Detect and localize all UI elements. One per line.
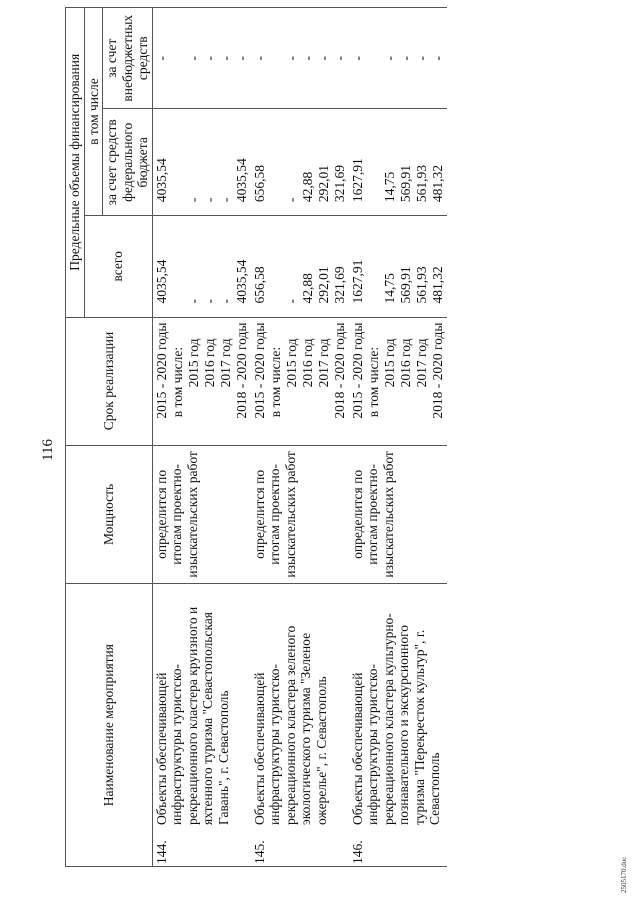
total-value: 656,58 [251,266,267,304]
term-line: 2016 год [299,338,315,388]
federal-value: 42,88 [299,171,315,203]
federal-value: - [201,197,217,203]
term-line: 2015 - 2020 годы [251,322,267,419]
extra-value: - [315,55,331,61]
extra-value: - [201,55,217,61]
extra-value: - [217,55,233,61]
row-name-cell [251,584,349,867]
federal-value: - [283,197,299,203]
row-term-cell [349,317,447,445]
table-row [349,8,447,867]
row-name: Объекты обеспечивающей инфраструктуры туристско-рекреационного кластера зеленого экологического туризма "Зеленое ожерелье", г. Севастополь [251,625,329,825]
federal-value: 4035,54 [153,158,169,203]
header-total: всего [84,216,152,317]
row-capacity: определится по итогам проектно-изыскательских работ [153,451,200,578]
row-extra-cell [251,8,349,109]
total-value: 292,01 [315,266,331,304]
header-name: Наименование мероприятия [66,584,153,867]
term-line: 2018 - 2020 годы [233,322,249,419]
total-value: - [217,299,233,304]
extra-value: - [429,55,445,61]
extra-value: - [185,55,201,61]
total-value: - [201,299,217,304]
term-line: 2015 - 2020 годы [153,322,169,419]
federal-value: 14,75 [381,171,397,203]
extra-value: - [233,55,249,61]
header-capacity: Мощность [66,445,153,584]
federal-value: 1627,91 [349,158,365,203]
extra-value [268,11,284,105]
header-including: в том числе [84,8,103,216]
header-federal: за счет средств федерального бюджета [103,109,153,216]
term-line: 2016 год [201,338,217,388]
extra-value: - [397,55,413,61]
federal-value: 569,91 [397,165,413,203]
table-body [152,8,447,867]
row-federal-cell [349,109,447,216]
term-line: 2015 - 2020 годы [349,322,365,419]
extra-value: - [283,55,299,61]
funding-table [65,7,447,867]
row-federal-cell [251,109,349,216]
federal-value [366,112,382,212]
row-term-cell [152,317,251,445]
extra-value [366,11,382,105]
extra-value [170,11,186,105]
row-extra-cell [152,8,251,109]
term-line: 2015 год [381,338,397,388]
federal-value: - [217,197,233,203]
header-extra: за счет внебюджетных средств [103,8,153,109]
federal-value: 292,01 [315,165,331,203]
row-capacity: определится по итогам проектно-изыскательских работ [251,451,298,578]
extra-value: - [331,55,347,61]
row-name: Объекты обеспечивающей инфраструктуры туристско-рекреационного кластера культурно-познавательного и экскурсионного туризма "Перекресток культур", г. Севастополь [349,613,443,825]
extra-value: - [349,55,365,61]
row-number: 145. [251,840,267,864]
row-total-cell [251,216,349,317]
term-line: 2015 год [283,338,299,388]
total-value: - [283,299,299,304]
term-line: 2016 год [397,338,413,388]
row-name-cell [349,584,447,867]
total-value: 4035,54 [233,259,249,304]
total-value: - [185,299,201,304]
term-line: в том числе: [169,346,185,418]
total-value: 569,91 [397,266,413,304]
row-capacity-cell [349,445,447,584]
term-line: 2017 год [413,338,429,388]
total-value [366,219,382,313]
file-name: 2505170.doc [620,856,628,893]
row-term-cell [251,317,349,445]
federal-value: - [185,197,201,203]
page-number: 116 [40,439,56,461]
extra-value: - [299,55,315,61]
row-federal-cell [152,109,251,216]
extra-value: - [251,55,267,61]
total-value: 321,69 [331,266,347,304]
row-capacity-cell [251,445,349,584]
row-total-cell [152,216,251,317]
table-row [251,8,349,867]
row-name: Объекты обеспечивающей инфраструктуры туристско-рекреационного кластера круизного и яхтенного туризма "Севастопольская Гавань", г. Севастополь [153,606,231,825]
federal-value: 4035,54 [233,158,249,203]
federal-value: 561,93 [413,165,429,203]
header-term: Срок реализации [66,317,153,445]
extra-value: - [381,55,397,61]
term-line: 2017 год [315,338,331,388]
extra-value: - [153,55,169,61]
federal-value: 656,58 [251,165,267,203]
total-value: 561,93 [413,266,429,304]
table-row [152,8,251,867]
term-line: 2018 - 2020 годы [331,322,347,419]
term-line: в том числе: [267,346,283,418]
federal-value [268,112,284,212]
row-capacity: определится по итогам проектно-изыскательских работ [349,451,396,578]
header-funding-group: Предельные объемы финансирования [66,8,85,318]
total-value [268,219,284,313]
total-value: 14,75 [381,273,397,304]
total-value: 481,32 [429,266,445,304]
total-value: 1627,91 [349,259,365,304]
total-value [170,219,186,313]
row-name-cell [152,584,251,867]
term-line: 2018 - 2020 годы [429,322,445,419]
row-number: 146. [349,840,365,864]
row-capacity-cell [152,445,251,584]
total-value: 4035,54 [153,259,169,304]
row-total-cell [349,216,447,317]
row-extra-cell [349,8,447,109]
term-line: 2015 год [185,338,201,388]
extra-value: - [413,55,429,61]
term-line: в том числе: [365,346,381,418]
federal-value: 481,32 [429,165,445,203]
row-number: 144. [153,840,169,864]
federal-value [170,112,186,212]
federal-value: 321,69 [331,165,347,203]
term-line: 2017 год [217,338,233,388]
total-value: 42,88 [299,273,315,304]
